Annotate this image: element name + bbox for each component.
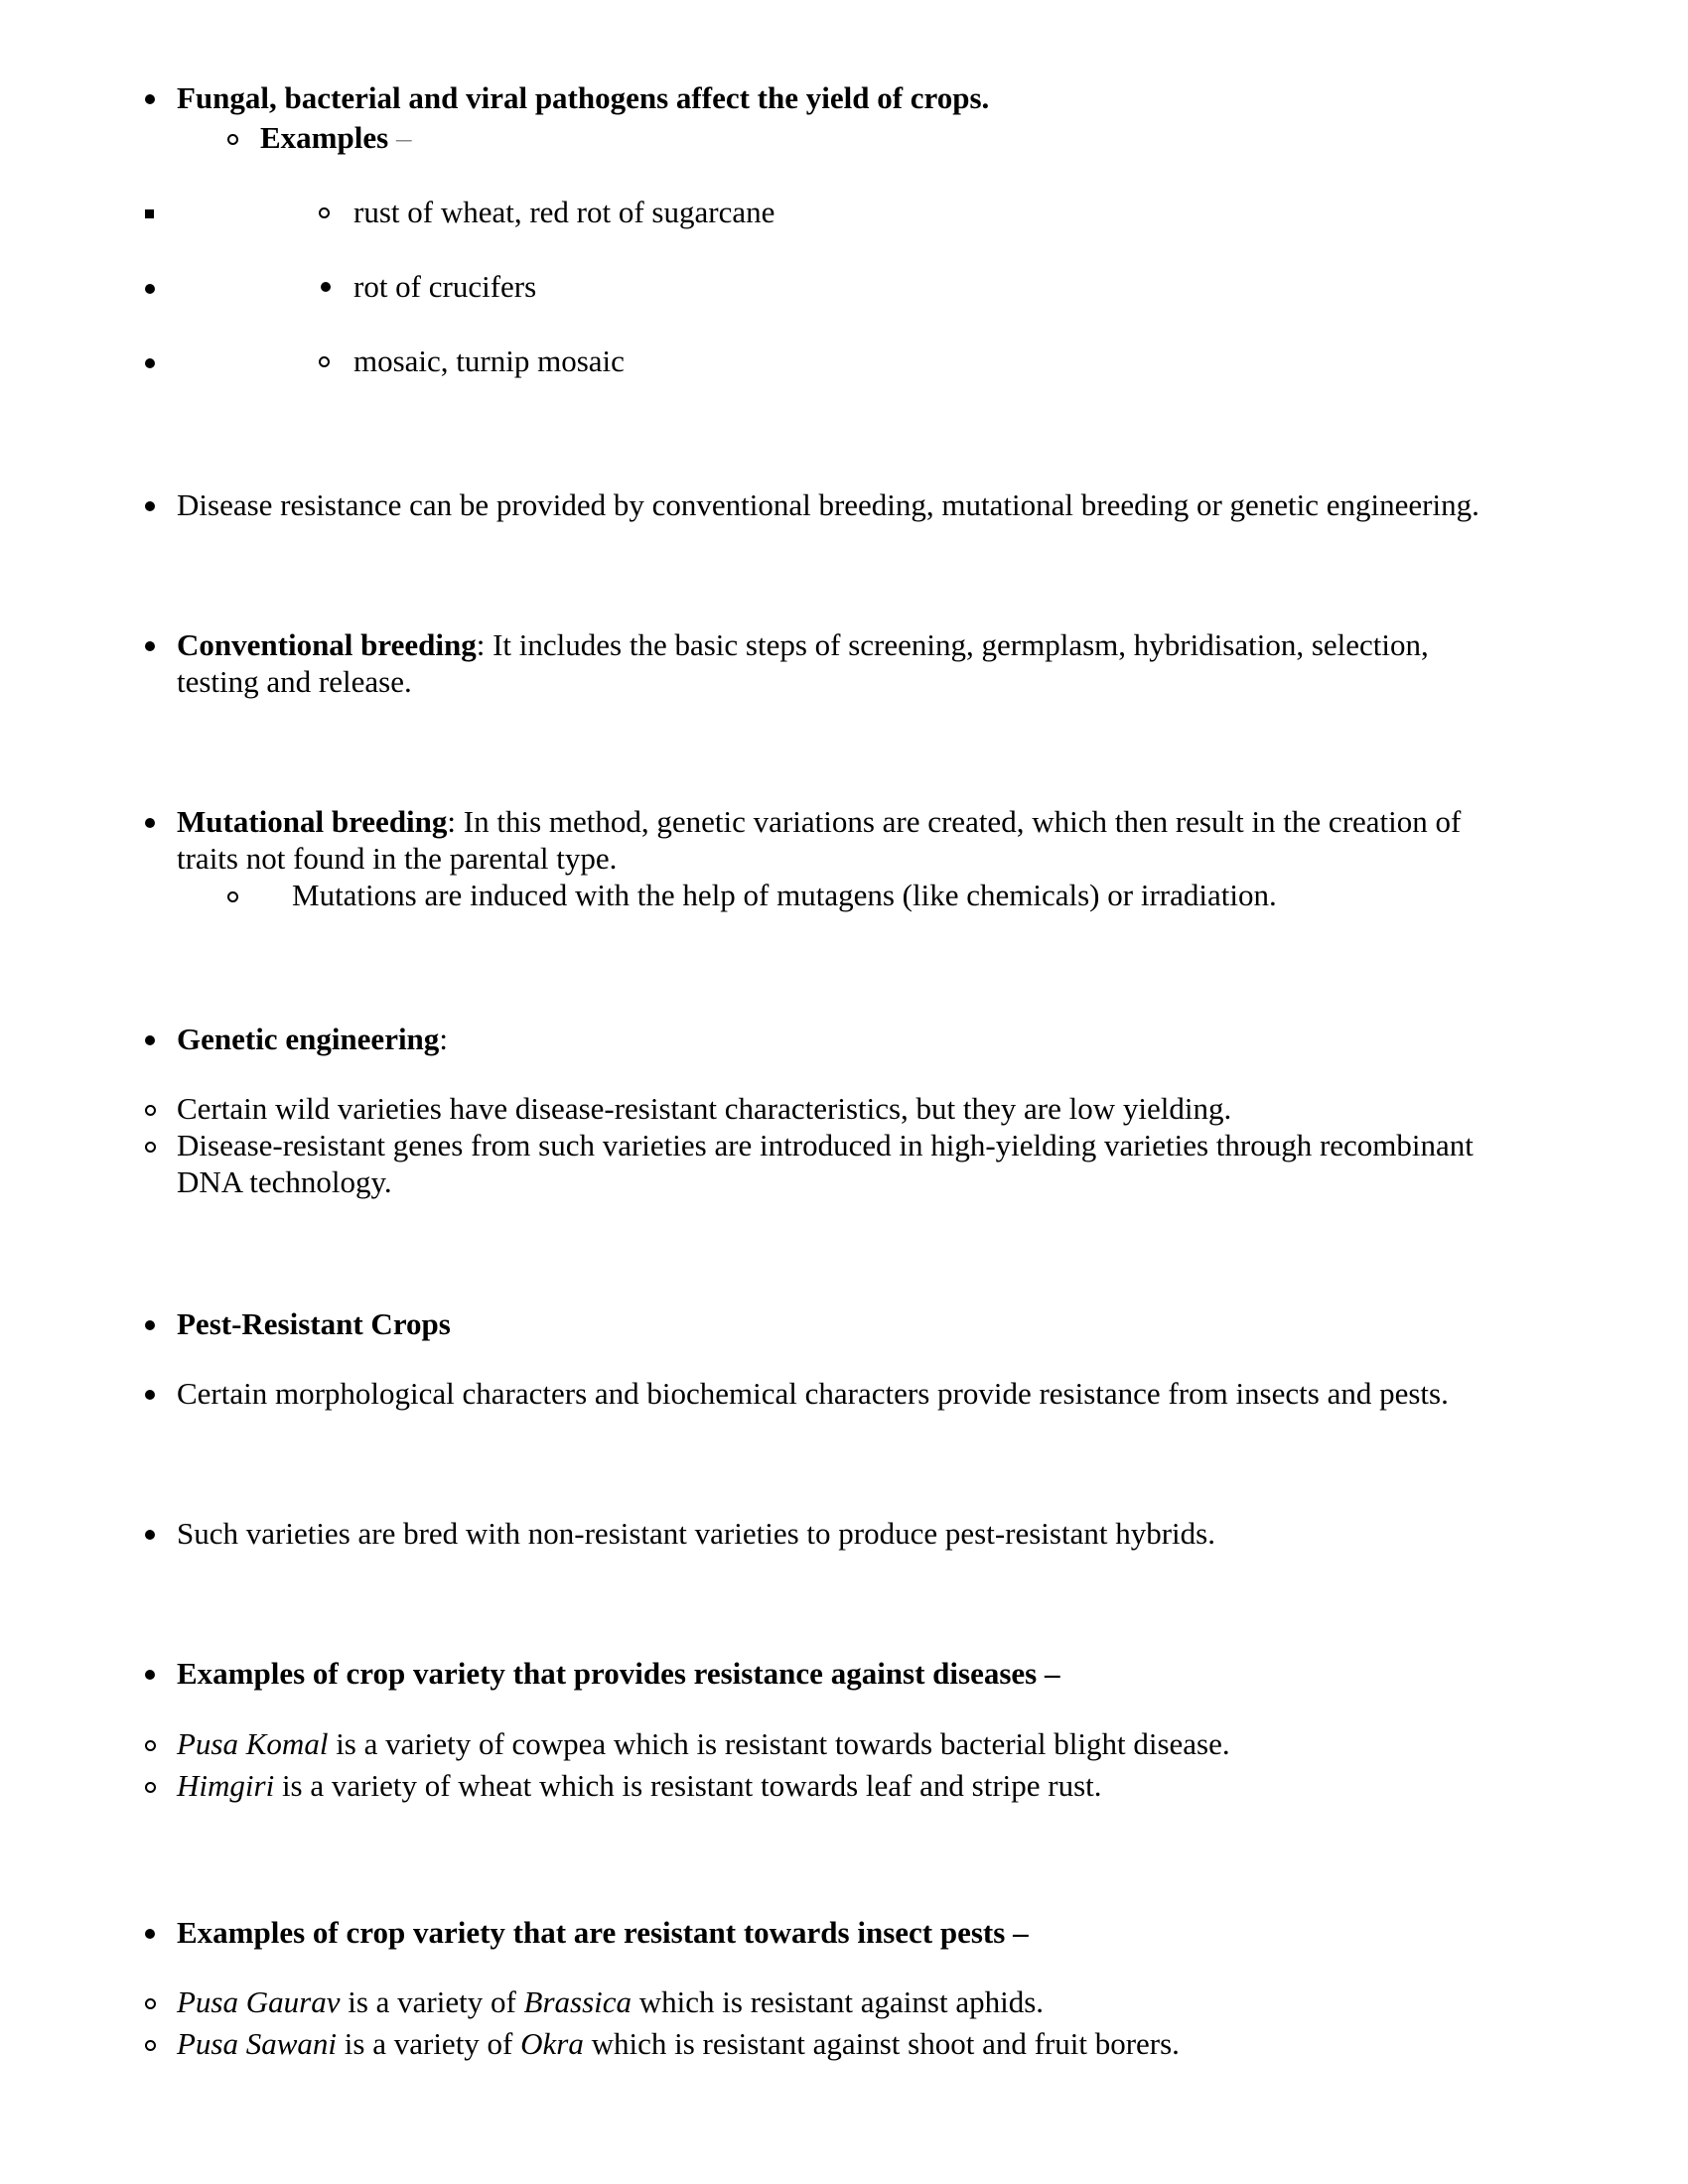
genetic-engineering-point2-line2: DNA technology. <box>177 1164 392 1199</box>
species-name: Brassica <box>523 1984 633 2019</box>
bullet-circle-icon <box>145 1998 156 2009</box>
variety-description: is a variety of cowpea which is resistant towards bacterial blight disease. <box>328 1726 1230 1761</box>
pest-resistant-heading: Pest-Resistant Crops <box>177 1306 451 1341</box>
bullet-disc-icon <box>145 1035 155 1045</box>
bullet-circle-icon <box>319 356 330 367</box>
bullet-disc-icon <box>145 1670 155 1680</box>
pest-examples-heading: Examples of crop variety that are resistant towards insect pests – <box>177 1915 1029 1950</box>
pest-example-item <box>177 2025 1180 2063</box>
disease-example-item <box>177 1725 1230 1763</box>
examples-dash: – <box>388 120 412 155</box>
pathogens-heading: Fungal, bacterial and viral pathogens affect the yield of crops. <box>177 80 990 115</box>
genetic-engineering-point2-line1: Disease-resistant genes from such varieties are introduced in high-yielding varieties through recombinant <box>177 1128 1474 1162</box>
mutational-breeding-line2: traits not found in the parental type. <box>177 841 618 876</box>
genetic-engineering-heading <box>177 1021 448 1058</box>
conventional-breeding-term: Conventional breeding <box>177 627 477 662</box>
conventional-breeding-line1 <box>177 626 1429 664</box>
examples-label-line <box>260 119 411 157</box>
bullet-disc-icon <box>145 94 155 104</box>
conventional-breeding-text: : It includes the basic steps of screening, germplasm, hybridisation, selection, <box>476 627 1429 662</box>
conventional-breeding-line2: testing and release. <box>177 664 412 699</box>
bullet-circle-icon <box>319 207 330 218</box>
pathogen-example-item: rot of crucifers <box>353 269 537 304</box>
examples-label: Examples <box>260 120 389 155</box>
genetic-engineering-term: Genetic engineering <box>177 1022 440 1056</box>
bullet-disc-icon <box>145 1390 155 1400</box>
bullet-disc-icon <box>145 1320 155 1330</box>
bullet-disc-icon <box>145 641 155 651</box>
mutational-breeding-term: Mutational breeding <box>177 804 448 839</box>
bullet-disc-icon <box>145 284 155 294</box>
bullet-disc-icon <box>321 282 331 292</box>
bullet-disc-icon <box>145 818 155 828</box>
pest-resistant-point2: Such varieties are bred with non-resistant varieties to produce pest-resistant hybrids. <box>177 1516 1215 1551</box>
bullet-disc-icon <box>145 501 155 511</box>
disease-resistance-text: Disease resistance can be provided by conventional breeding, mutational breeding or genetic engineering. <box>177 487 1479 522</box>
bullet-circle-icon <box>145 2040 156 2051</box>
disease-example-item <box>177 1767 1102 1805</box>
pathogen-example-item: mosaic, turnip mosaic <box>353 343 625 378</box>
bullet-square-icon <box>145 209 154 218</box>
variety-description: which is resistant against shoot and fruit borers. <box>583 2026 1180 2061</box>
bullet-circle-icon <box>227 891 238 902</box>
pathogen-example-item: rust of wheat, red rot of sugarcane <box>353 195 775 229</box>
variety-name: Pusa Sawani <box>177 2026 338 2061</box>
bullet-disc-icon <box>145 358 155 368</box>
disease-examples-heading: Examples of crop variety that provides resistance against diseases – <box>177 1656 1060 1691</box>
genetic-engineering-point1: Certain wild varieties have disease-resistant characteristics, but they are low yielding. <box>177 1091 1232 1126</box>
mutational-breeding-text: : In this method, genetic variations are created, which then result in the creation of <box>447 804 1462 839</box>
pest-example-item <box>177 1983 1044 2021</box>
pest-resistant-point1: Certain morphological characters and biochemical characters provide resistance from insects and pests. <box>177 1376 1449 1411</box>
bullet-circle-icon <box>145 1105 156 1116</box>
bullet-circle-icon <box>145 1142 156 1153</box>
bullet-circle-icon <box>145 1782 156 1793</box>
variety-mid-text: is a variety of <box>337 2026 521 2061</box>
species-name: Okra <box>520 2026 584 2061</box>
mutational-breeding-sub: Mutations are induced with the help of mutagens (like chemicals) or irradiation. <box>292 878 1277 912</box>
variety-name: Pusa Gaurav <box>177 1984 341 2019</box>
variety-name: Himgiri <box>177 1768 275 1803</box>
variety-description: is a variety of wheat which is resistant towards leaf and stripe rust. <box>274 1768 1102 1803</box>
variety-name: Pusa Komal <box>177 1726 329 1761</box>
variety-mid-text: is a variety of <box>340 1984 524 2019</box>
mutational-breeding-line1 <box>177 803 1461 841</box>
bullet-disc-icon <box>145 1530 155 1540</box>
bullet-disc-icon <box>145 1929 155 1939</box>
genetic-engineering-colon: : <box>439 1022 448 1056</box>
variety-description: which is resistant against aphids. <box>632 1984 1045 2019</box>
bullet-circle-icon <box>227 134 238 145</box>
bullet-circle-icon <box>145 1740 156 1751</box>
